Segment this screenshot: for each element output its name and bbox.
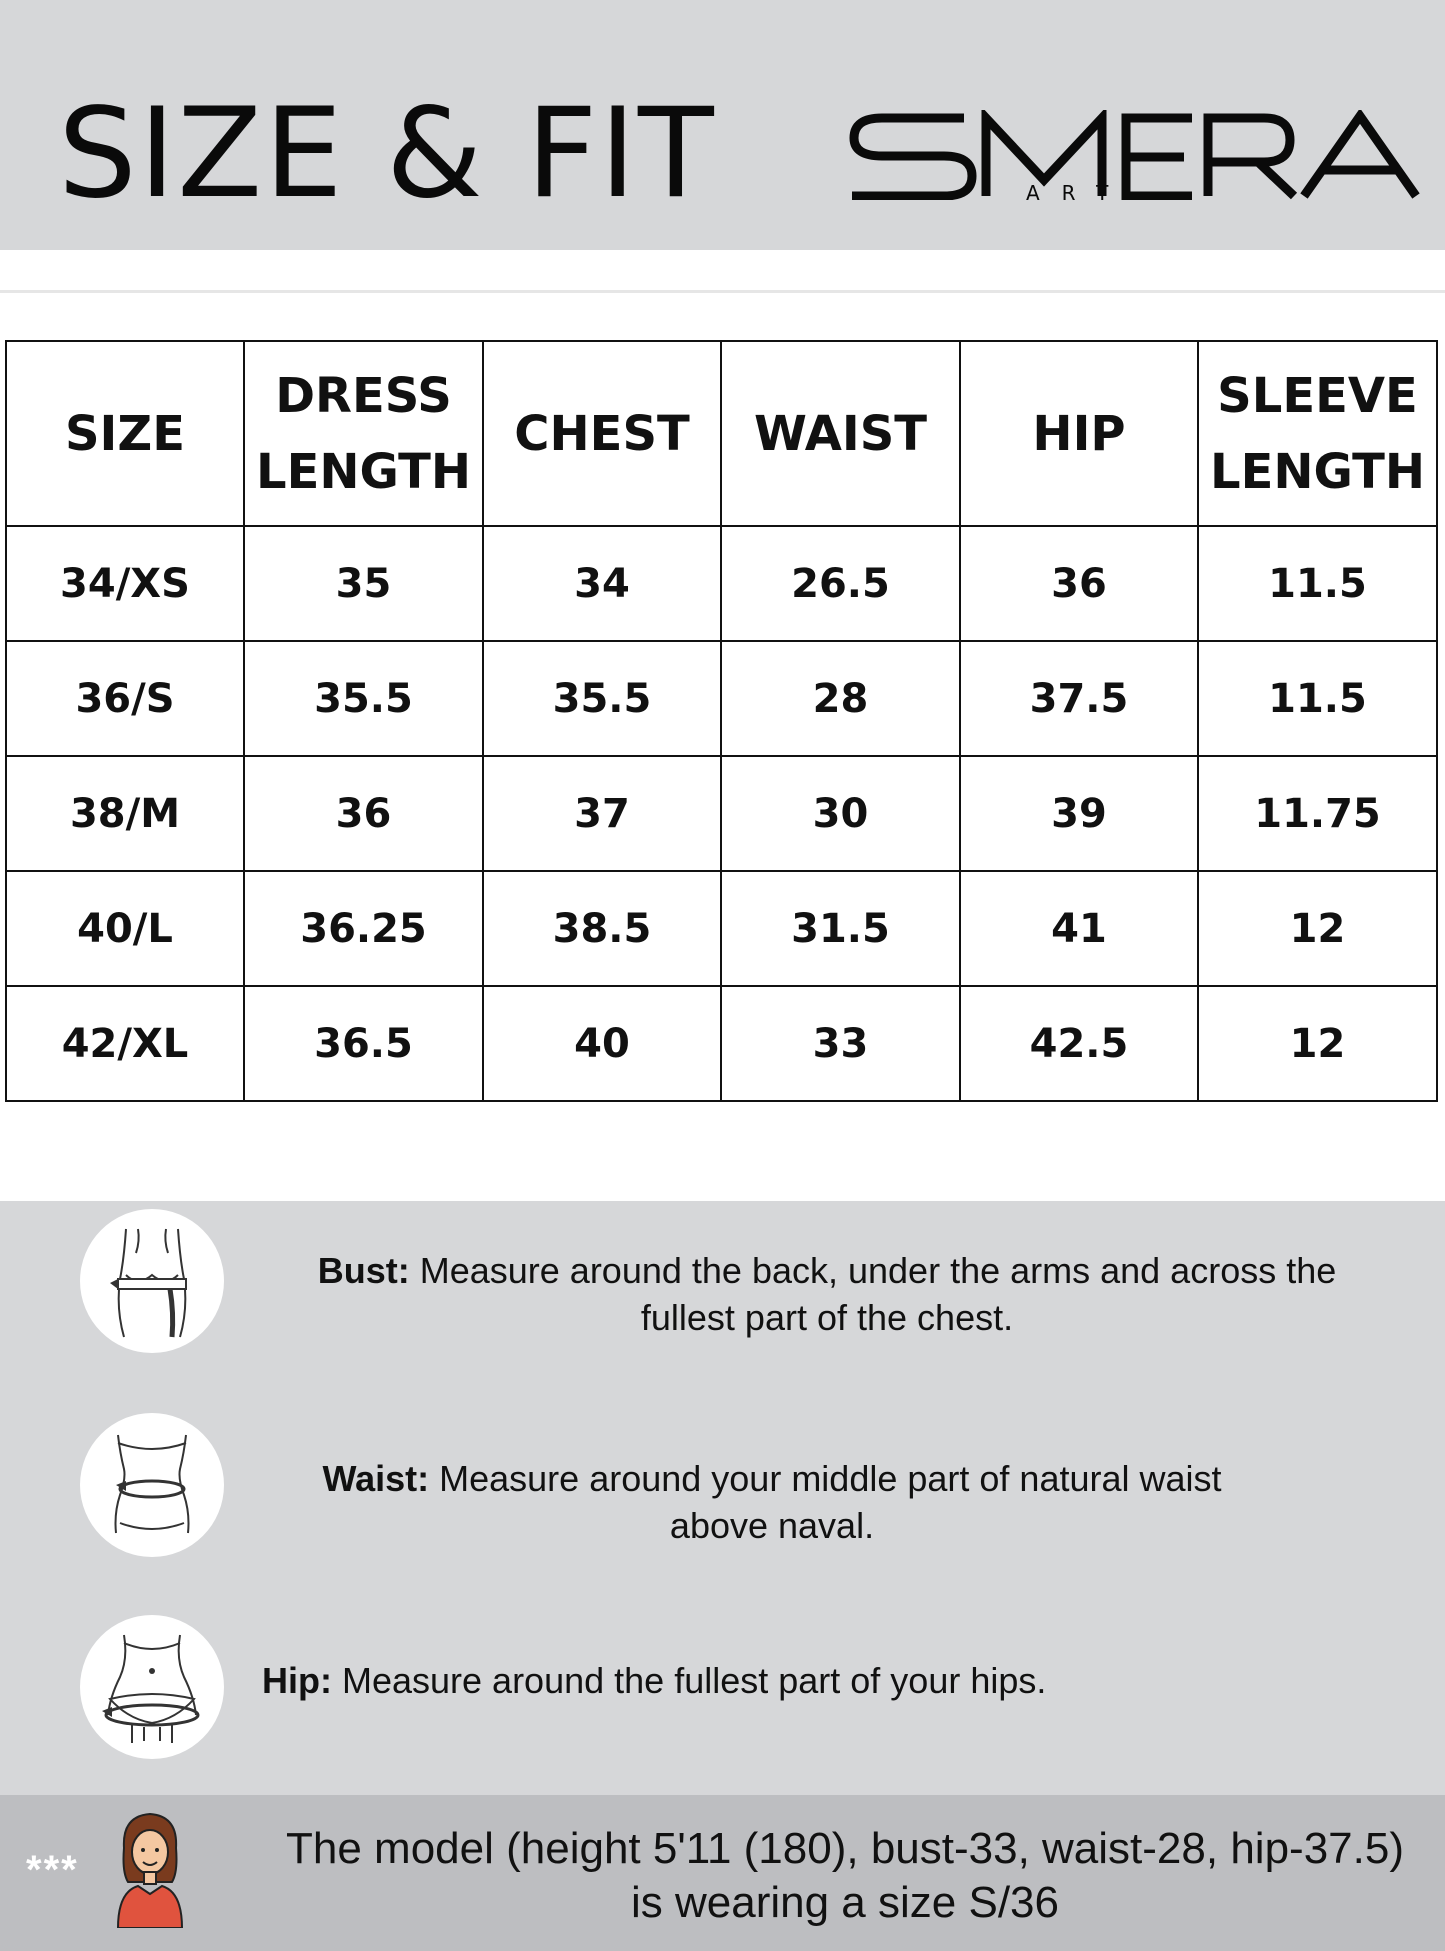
table-row xyxy=(6,756,1437,871)
table-cell: 40/L xyxy=(6,871,244,986)
table-cell: 36 xyxy=(960,526,1198,641)
column-header-waist: WAIST xyxy=(721,341,960,526)
table-cell: 30 xyxy=(721,756,960,871)
table-cell: 35.5 xyxy=(483,641,721,756)
table-cell: 35 xyxy=(244,526,483,641)
table-cell: 34 xyxy=(483,526,721,641)
waist-measure-icon xyxy=(80,1413,224,1557)
table-cell: 28 xyxy=(721,641,960,756)
table-cell: 40 xyxy=(483,986,721,1101)
table-cell: 12 xyxy=(1198,986,1437,1101)
table-cell: 34/XS xyxy=(6,526,244,641)
table-cell: 42.5 xyxy=(960,986,1198,1101)
table-cell: 31.5 xyxy=(721,871,960,986)
table-row xyxy=(6,871,1437,986)
stars-marker: *** xyxy=(26,1848,79,1892)
column-header-sleeve-length: SLEEVE LENGTH xyxy=(1198,341,1437,526)
table-cell: 11.75 xyxy=(1198,756,1437,871)
table-cell: 35.5 xyxy=(244,641,483,756)
table-cell: 37.5 xyxy=(960,641,1198,756)
table-cell: 39 xyxy=(960,756,1198,871)
waist-instruction: Waist: Measure around your middle part of natural waist above naval. xyxy=(322,1458,1222,1546)
hip-instruction: Hip: Measure around the fullest part of your hips. xyxy=(262,1660,1047,1701)
table-row xyxy=(6,526,1437,641)
table-header-row xyxy=(6,341,1437,526)
table-cell: 38/M xyxy=(6,756,244,871)
hip-measure-icon xyxy=(80,1615,224,1759)
bust-measure-icon xyxy=(80,1209,224,1353)
column-header-size: SIZE xyxy=(6,341,244,526)
table-cell: 11.5 xyxy=(1198,526,1437,641)
table-cell: 36.5 xyxy=(244,986,483,1101)
table-cell: 36/S xyxy=(6,641,244,756)
column-header-hip: HIP xyxy=(960,341,1198,526)
table-cell: 36.25 xyxy=(244,871,483,986)
table-cell: 42/XL xyxy=(6,986,244,1101)
size-chart-table xyxy=(5,340,1438,1102)
column-header-dress-length: DRESS LENGTH xyxy=(244,341,483,526)
table-row xyxy=(6,641,1437,756)
table-cell: 33 xyxy=(721,986,960,1101)
divider xyxy=(0,290,1445,293)
model-avatar-icon xyxy=(112,1808,188,1928)
table-cell: 26.5 xyxy=(721,526,960,641)
brand-logo xyxy=(846,110,1424,200)
bust-instruction: Bust: Measure around the back, under the arms and across the fullest part of the chest. xyxy=(317,1250,1337,1338)
table-cell: 37 xyxy=(483,756,721,871)
table-cell: 41 xyxy=(960,871,1198,986)
column-header-chest: CHEST xyxy=(483,341,721,526)
table-row xyxy=(6,986,1437,1101)
table-cell: 12 xyxy=(1198,871,1437,986)
page-title: SIZE & FIT xyxy=(58,82,716,226)
model-info-text: The model (height 5'11 (180), bust-33, waist-28, hip-37.5) is wearing a size S/36 xyxy=(286,1824,1404,1927)
table-cell: 36 xyxy=(244,756,483,871)
svg-text:ART: ART xyxy=(1026,181,1131,200)
table-cell: 38.5 xyxy=(483,871,721,986)
table-cell: 11.5 xyxy=(1198,641,1437,756)
